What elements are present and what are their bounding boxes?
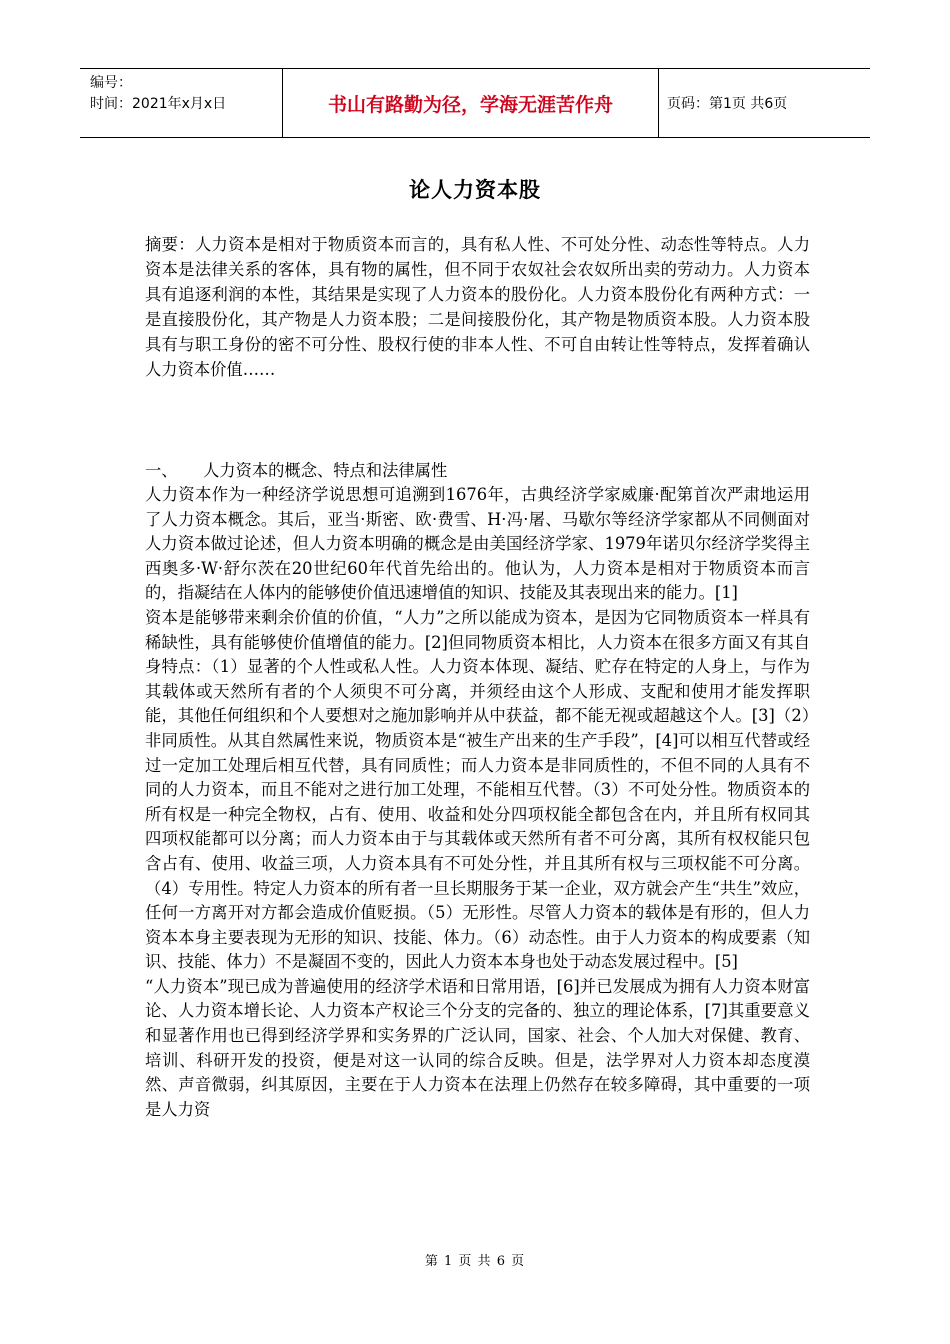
body-text [145,483,810,1122]
abstract-paragraph: 摘要：人力资本是相对于物质资本而言的，具有私人性、不可处分性、动态性等特点。人力资本是法律关系的客体，具有物的属性，但不同于农奴社会农奴所出卖的劳动力。人力资本具有追逐利润的本性，其结果是实现了人力资本的股份化。人力资本股份化有两种方式：一是直接股份化，其产物是人力资本股；二是间接股份化，其产物是物质资本股。人力资本股具有与职工身份的密不可分性、股权行使的非本人性、不可自由转让性等特点，发挥着确认人力资本价值…… [145,235,810,379]
body-paragraph: “人力资本”现已成为普遍使用的经济学术语和日常用语，[6]并已发展成为拥有人力资本财富论、人力资本增长论、人力资本产权论三个分支的完备的、独立的理论体系，[7]其重要意义和显著作用也已得到经济学界和实务界的广泛认同，国家、社会、个人加大对保健、教育、培训、科研开发的投资，便是对这一认同的综合反映。但是，法学界对人力资本却态度漠然、声音微弱，纠其原因，主要在于人力资本在法理上仍然存在较多障碍，其中重要的一项是人力资 [145,976,810,1119]
page-header [80,68,870,138]
section-number: 一、 [145,461,178,480]
body-paragraph: 资本是能够带来剩余价值的价值，“人力”之所以能成为资本，是因为它同物质资本一样具有稀缺性，具有能够使价值增值的能力。[2]但同物质资本相比，人力资本在很多方面又有其自身特点：（1）显著的个人性或私人性。人力资本体现、凝结、贮存在特定的人身上，与作为其载体或天然所有者的个人须臾不可分离，并须经由这个人形成、支配和使用才能发挥职能，其他任何组织和个人要想对之施加影响并从中获益，都不能无视或超越这个人。[3]（2）非同质性。从其自然属性来说，物质资本是“被生产出来的生产手段”，[4]可以相互代替或经过一定加工处理后相互代替，具有同质性；而人力资本是非同质性的，不但不同的人具有不同的人力资本，而且不能对之进行加工处理，不能相互代替。（3）不可处分性。物质资本的所有权是一种完全物权，占有、使用、收益和处分四项权能全都包含在内，并且所有权同其四项权能都可以分离；而人力资本由于与其载体或天然所有者不可分离，其所有权权能只包含占有、使用、收益三项，人力资本具有不可处分性，并且其所有权与三项权能不可分离。（4）专用性。特定人力资本的所有者一旦长期服务于某一企业，双方就会产生“共生”效应，任何一方离开对方都会造成价值贬损。（5）无形性。尽管人力资本的载体是有形的，但人力资本本身主要表现为无形的知识、技能、体力。（6）动态性。由于人力资本的构成要素（知识、技能、体力）不是凝固不变的，因此人力资本本身也处于动态发展过程中。[5] [145,607,810,972]
body-paragraph: 人力资本作为一种经济学说思想可追溯到1676年，古典经济学家威廉·配第首次严肃地运用了人力资本概念。其后，亚当·斯密、欧·费雪、H·冯·屠、马歇尔等经济学家都从不同侧面对人力资本做过论述，但人力资本明确的概念是由美国经济学家、1979年诺贝尔经济学奖得主西奥多·W·舒尔茨在20世纪60年代首先给出的。他认为，人力资本是相对于物质资本而言的，指凝结在人体内的能够使价值迅速增值的知识、技能及其表现出来的能力。[1] [145,485,810,603]
header-left-cell [80,69,283,137]
header-time-label: 时间：2021年x月x日 [90,96,227,112]
header-page-info: 页码：第1页 共6页 [667,96,788,112]
document-title: 论人力资本股 [409,178,541,202]
header-number-label: 编号： [90,75,132,91]
section-heading [145,458,810,483]
page-footer: 第 1 页 共 6 页 [424,1254,526,1269]
section-heading-text: 人力资本的概念、特点和法律属性 [203,461,448,480]
header-motto: 书山有路勤为径，学海无涯苦作舟 [283,69,659,137]
